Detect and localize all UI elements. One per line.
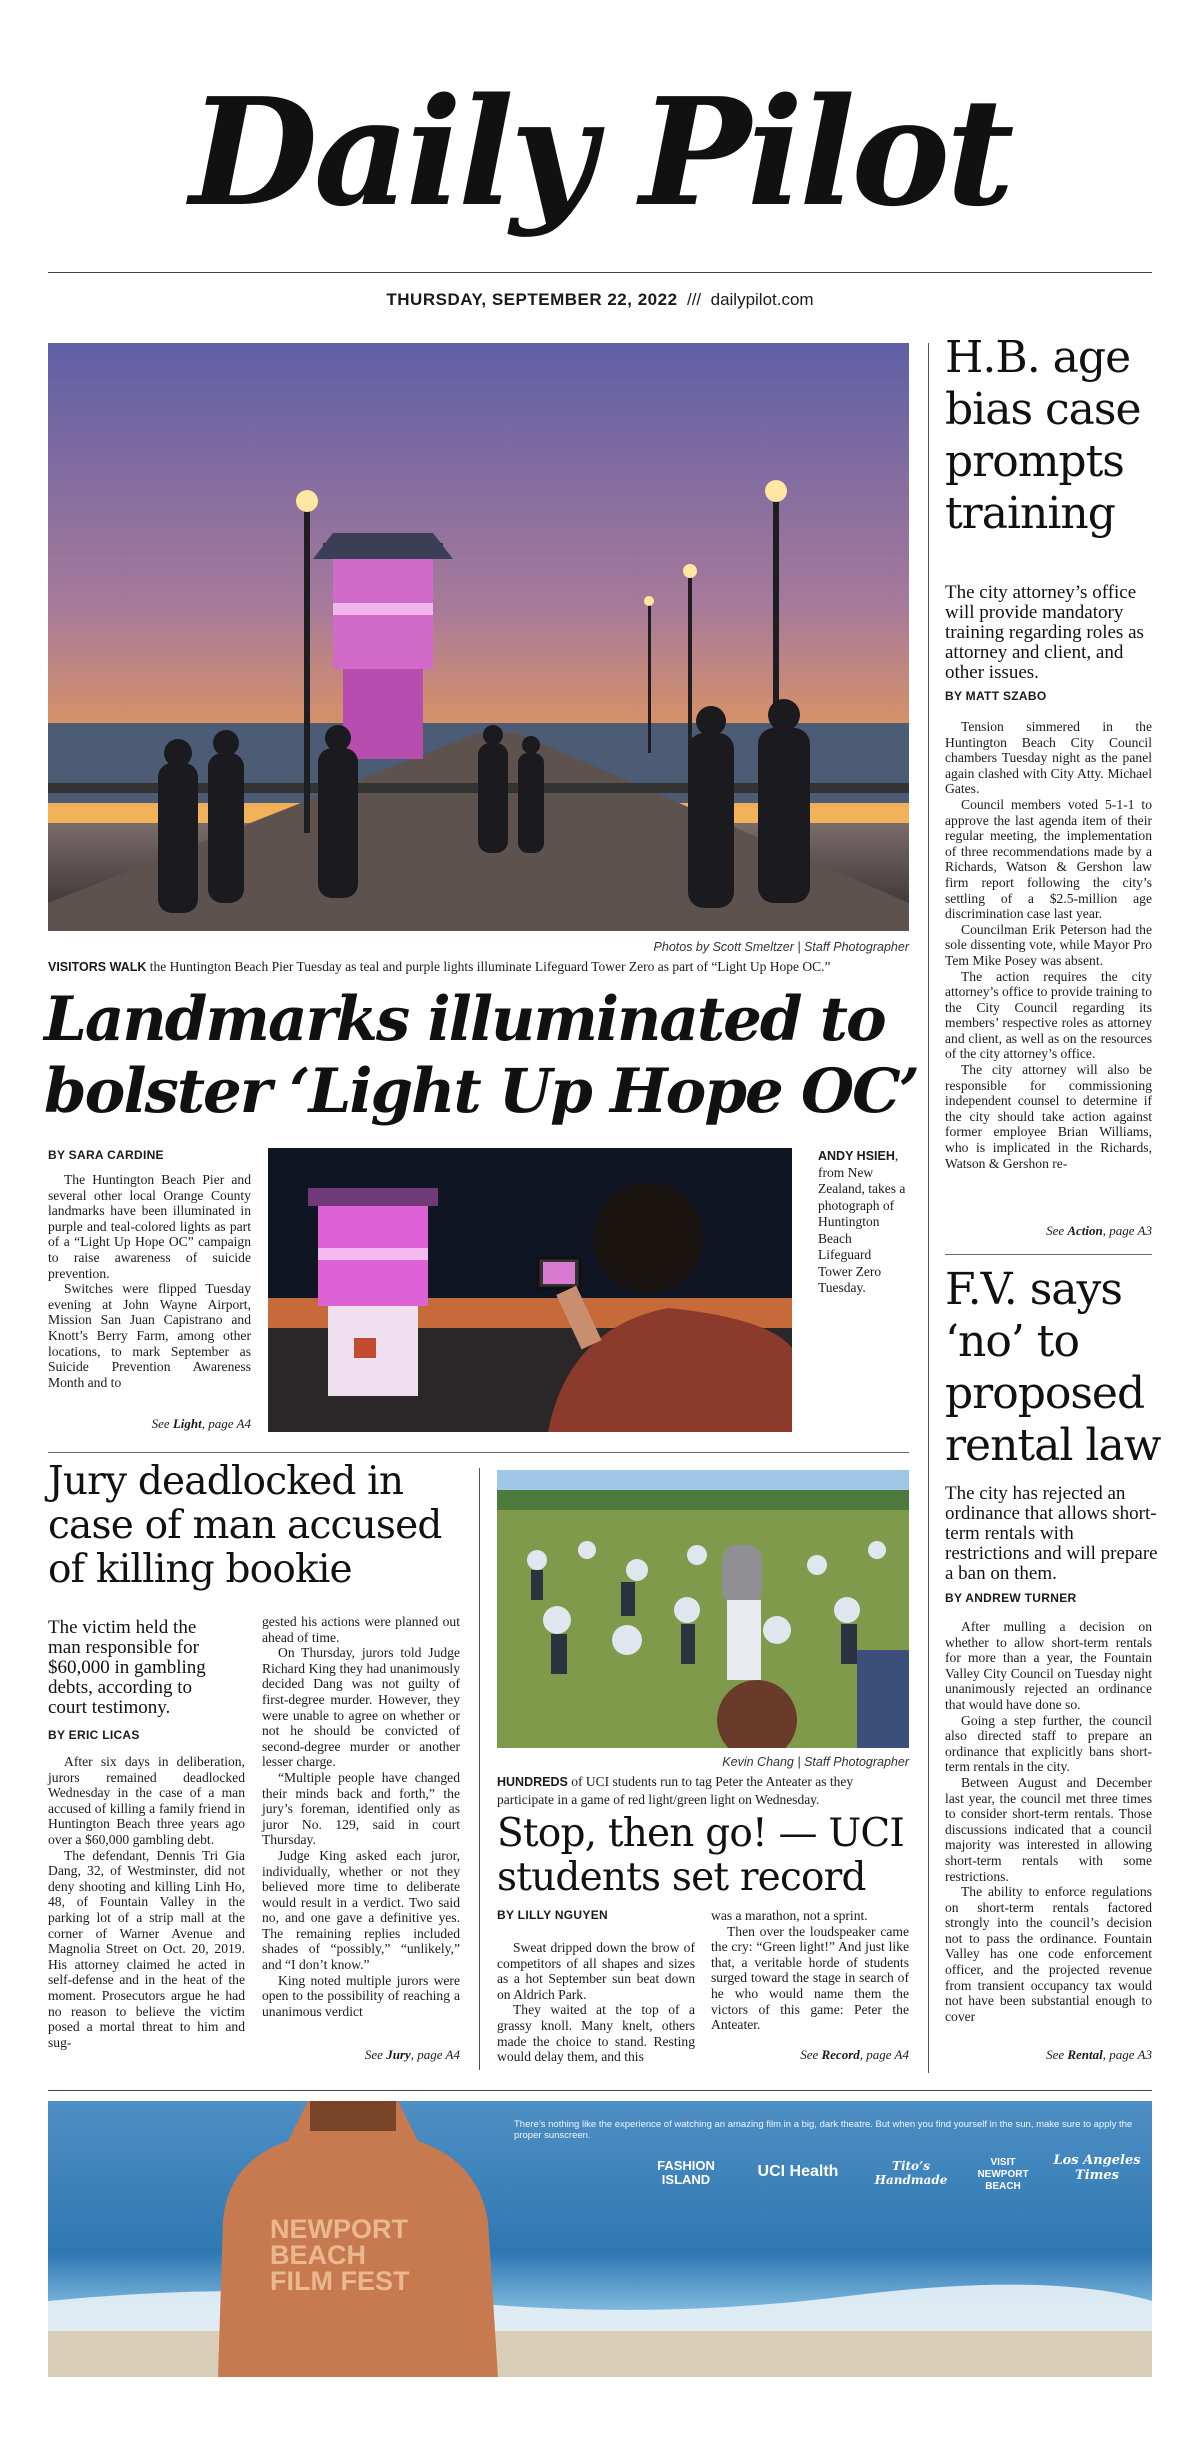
jury-dek: The victim held the man responsible for $60,000 in gambling debts, according to court testimony. [48, 1617, 206, 1718]
sponsor-logo-la-times: Los Angeles Times [1053, 2153, 1141, 2183]
secondary-photo-caption [818, 1148, 906, 1297]
uci-paragraph: Then over the loudspeaker came the cry: “Green light!” And just like that, a veritable horde of students surged toward the stage in search of he who would name them the victors of this game: Peter the Anteater. [711, 1923, 909, 2033]
uci-byline: BY LILLY NGUYEN [497, 1908, 608, 1922]
jury-paragraph: On Thursday, jurors told Judge Richard King they had unanimously decided Dang was not guilty of first-degree murder. However, they were unable to agree on whether or not he should be convicted of second-degree murder or another lesser charge. [262, 1645, 460, 1770]
lead-photo-pier [48, 343, 909, 931]
jury-paragraph: King noted multiple jurors were open to the possibility of reaching a unanimous verdict [262, 1972, 460, 2019]
section-rule [48, 1452, 909, 1453]
uci-paragraph: They waited at the top of a grassy knoll. Many knelt, others made the choice to stand. Resting would delay them, and this [497, 2002, 695, 2065]
sponsor-logo-visit-newport-beach: VISIT NEWPORT BEACH [977, 2157, 1029, 2192]
jury-byline: BY ERIC LICAS [48, 1728, 140, 1742]
lead-photo-caption [48, 958, 909, 976]
uci-paragraph: was a marathon, not a sprint. [711, 1908, 868, 1923]
jury-paragraph: Judge King asked each juror, individually, whether or not they believed more time to deliberate would result in a verdict. Two said no, and one gave a definitive yes. The remaining replies included shades of “possibly,” “unlikely,” and “I don’t know.” [262, 1847, 460, 1973]
caption-text: the Huntington Beach Pier Tuesday as teal and purple lights illuminate Lifeguard Tower Zero as part of “Light Up Hope OC.” [146, 959, 831, 974]
right-column-divider [928, 343, 929, 2073]
right-story-1-jump[interactable]: See Action, page A3 [1046, 1223, 1152, 1238]
uci-column-1 [497, 1940, 695, 2065]
secondary-caption-text: , from New Zealand, takes a photograph of Huntington Beach Lifeguard Tower Zero Tuesday. [818, 1148, 906, 1295]
advertisement-banner[interactable] [48, 2101, 1152, 2377]
right-story-1-dek: The city attorney’s office will provide mandatory training regarding roles as attorney and client, and other issues. [945, 582, 1144, 683]
uci-paragraph: Sweat dripped down the brow of competitors of all shapes and sizes as a hot September sun beat down on Aldrich Park. [497, 1940, 695, 2002]
ad-festival-logo: NEWPORT BEACH FILM FEST [270, 2214, 410, 2296]
right-story-1-headline[interactable]: H.B. age bias case prompts training [945, 332, 1141, 539]
uci-photo-caption [497, 1773, 909, 1808]
lead-body [48, 1172, 251, 1390]
uci-caption-text: of UCI students run to tag Peter the Anteater as they participate in a game of red light/green light on Wednesday. [497, 1774, 854, 1807]
sponsor-logo-uci-health: UCI Health [757, 2163, 839, 2180]
lead-jump[interactable]: See Light, page A4 [151, 1416, 251, 1431]
lead-headline-line-1: Landmarks illuminated to [44, 984, 885, 1055]
uci-photo-credit: Kevin Chang | Staff Photographer [722, 1755, 909, 1769]
right-column-rule [945, 1254, 1152, 1255]
jury-headline[interactable]: Jury deadlocked in case of man accused of killing bookie [48, 1459, 442, 1592]
jury-paragraph: “Multiple people have changed their minds back and forth,” the jury’s foreman, identified only as juror No. 129, said in court Thursday. [262, 1769, 460, 1848]
ad-tagline: There’s nothing like the experience of watching an amazing film in a big, dark theatre. But when you find yourself in the sun, make sure to apply the proper sunscreen. [514, 2119, 1133, 2141]
jury-column-2 [262, 1614, 460, 2019]
lead-paragraph: The Huntington Beach Pier and several other local Orange County landmarks have been illuminated in purple and teal-colored lights as part of a “Light Up Hope OC” campaign to raise awareness of suicide prevention. [48, 1172, 251, 1281]
uci-headline[interactable]: Stop, then go! — UCI students set record [497, 1811, 905, 1900]
lead-photo-credit: Photos by Scott Smeltzer | Staff Photographer [653, 940, 909, 954]
uci-caption-lead: HUNDREDS [497, 1775, 568, 1789]
dateline [0, 290, 1200, 310]
jury-uci-divider [479, 1468, 480, 2070]
uci-photo-crowd [497, 1470, 909, 1748]
lead-headline[interactable] [44, 984, 924, 1128]
right-story-2-paragraph: The ability to enforce regulations on short-term rentals factored strongly into the council’s decision not to pass the ordinance. Fountain Valley has one code enforcement officer, and the projected revenue from transient occupancy tax would not have been substantial enough to cover [945, 1884, 1152, 2024]
dateline-separator: /// [686, 290, 702, 309]
site-url[interactable]: dailypilot.com [710, 290, 814, 309]
right-story-1-byline: BY MATT SZABO [945, 689, 1047, 703]
jury-paragraph: After six days in deliberation, jurors remained deadlocked Wednesday in the case of a man accused of killing a family friend in Huntington Beach three years ago over a $60,000 gambling debt. [48, 1754, 245, 1847]
uci-jump[interactable]: See Record, page A4 [800, 2047, 909, 2062]
right-story-2-paragraph: After mulling a decision on whether to allow short-term rentals for more than a year, the Fountain Valley City Council on Tuesday night unanimously rejected an ordinance that would have done so. [945, 1619, 1152, 1712]
right-story-1-paragraph: The action requires the city attorney’s office to provide training to the City Council regarding its members’ respective roles as attorney and client, as well as on the resources of the city attorney’s office. [945, 968, 1152, 1062]
lead-headline-line-2: bolster ‘Light Up Hope OC’ [44, 1056, 918, 1127]
right-story-1-paragraph: The city attorney will also be responsible for commissioning independent counsel to determine if the city should take action against former employee Brian Williams, who is implicated in the Richards, Watson & Gershon re- [945, 1062, 1152, 1171]
sponsor-logo-fashion-island: FASHION ISLAND [657, 2158, 715, 2187]
secondary-caption-name: ANDY HSIEH [818, 1149, 895, 1163]
right-story-2-headline[interactable]: F.V. says ‘no’ to proposed rental law [945, 1264, 1161, 1471]
right-story-1-paragraph: Tension simmered in the Huntington Beach City Council chambers Tuesday night as the panel again clashed with City Atty. Michael Gates. [945, 719, 1152, 797]
right-story-2-byline: BY ANDREW TURNER [945, 1591, 1077, 1605]
jury-paragraph: The defendant, Dennis Tri Gia Dang, 32, of Westminster, did not deny shooting and killing Linh Ho, 48, of Fountain Valley in the parking lot of a strip mall at the corner of Warner Avenue and Magnolia Street on Oct. 20, 2019. His attorney claimed he acted in self-defense and in the heat of the moment. Prosecutors argue he had no reason to believe the victim posed a mortal threat to him and sug- [48, 1847, 245, 2050]
secondary-photo-tower [268, 1148, 792, 1432]
sponsor-logo-titos: Tito’s Handmade [874, 2159, 948, 2187]
uci-column-2 [711, 1908, 909, 2033]
right-story-2-paragraph: Going a step further, the council also directed staff to prepare an ordinance that explicitly bans short-term rentals in the city. [945, 1712, 1152, 1775]
right-story-2-dek: The city has rejected an ordinance that allows short-term rentals with restrictions and will prepare a ban on them. [945, 1483, 1158, 1584]
right-story-1-body [945, 719, 1152, 1171]
right-story-2-body [945, 1619, 1152, 2024]
masthead-title: Daily Pilot [189, 65, 1011, 239]
jury-paragraph: gested his actions were planned out ahead of time. [262, 1614, 460, 1645]
jury-column-1 [48, 1754, 245, 2050]
right-story-1-paragraph: Council members voted 5-1-1 to approve the last agenda item of their regular meeting, the implementation of three recommendations made by a Richards, Watson & Gershon law firm report following the city’s settling of a $2.5-million age discrimination case last year. [945, 796, 1152, 922]
right-story-1-paragraph: Councilman Erik Peterson had the sole dissenting vote, while Mayor Pro Tem Mike Posey was absent. [945, 921, 1152, 968]
right-story-2-jump[interactable]: See Rental, page A3 [1046, 2047, 1152, 2062]
jury-jump[interactable]: See Jury, page A4 [364, 2047, 460, 2062]
lead-byline: BY SARA CARDINE [48, 1148, 164, 1162]
masthead-rule [48, 272, 1152, 273]
lead-paragraph: Switches were flipped Tuesday evening at John Wayne Airport, Mission San Juan Capistrano and Knott’s Berry Farm, among other locations, to mark September as Suicide Prevention Awareness Month and to [48, 1281, 251, 1390]
caption-lead: VISITORS WALK [48, 960, 147, 974]
ad-top-rule [48, 2090, 1152, 2091]
issue-date: THURSDAY, SEPTEMBER 22, 2022 [386, 290, 678, 309]
right-story-2-paragraph: Between August and December last year, the council met three times to consider short-term rentals. Those discussions indicated that a council majority was interested in allowing short-term rentals with some restrictions. [945, 1774, 1152, 1884]
